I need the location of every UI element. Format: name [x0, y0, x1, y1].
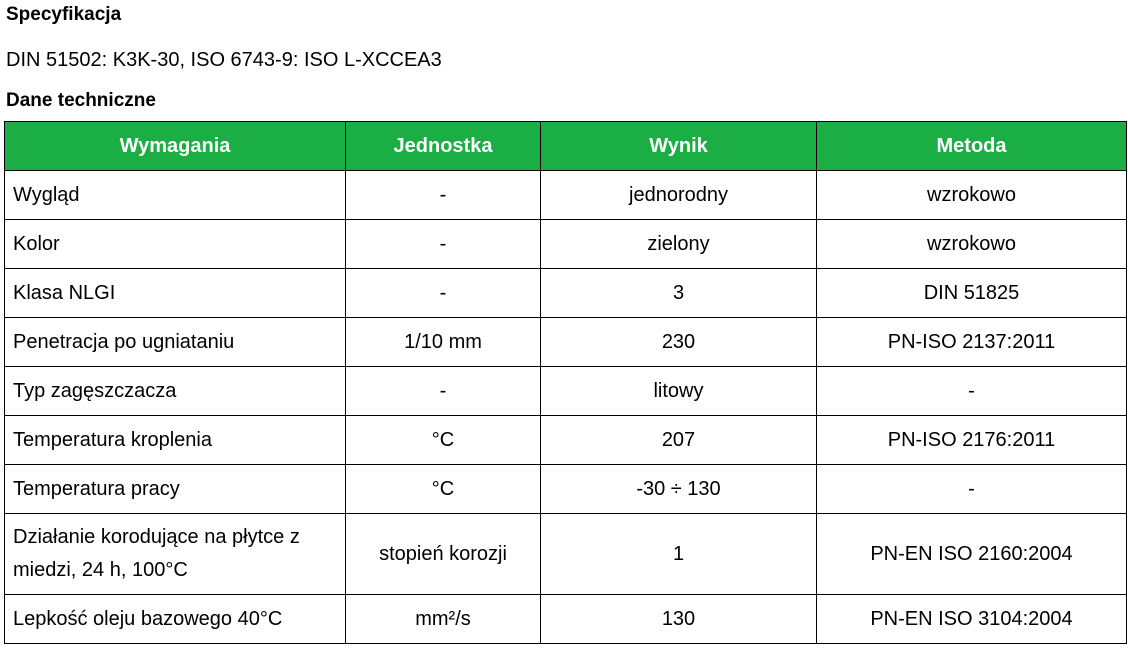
unit-cell: - [346, 367, 541, 416]
table-row [5, 367, 1127, 416]
technical-data-heading: Dane techniczne [6, 90, 156, 111]
result-cell: litowy [541, 367, 817, 416]
result-cell: 130 [541, 595, 817, 644]
requirement-cell: Kolor [5, 220, 346, 269]
column-header-requirements: Wymagania [5, 122, 346, 171]
result-cell: 3 [541, 269, 817, 318]
table-row [5, 465, 1127, 514]
unit-cell: - [346, 269, 541, 318]
result-cell: zielony [541, 220, 817, 269]
column-header-method: Metoda [817, 122, 1127, 171]
technical-data-table [4, 121, 1127, 644]
table-row [5, 269, 1127, 318]
method-cell: PN-ISO 2137:2011 [817, 318, 1127, 367]
unit-cell: - [346, 220, 541, 269]
method-cell: - [817, 367, 1127, 416]
table-row [5, 171, 1127, 220]
method-cell: PN-ISO 2176:2011 [817, 416, 1127, 465]
requirement-cell: Lepkość oleju bazowego 40°C [5, 595, 346, 644]
requirement-cell: Temperatura kroplenia [5, 416, 346, 465]
unit-cell: mm²/s [346, 595, 541, 644]
table-row [5, 318, 1127, 367]
table-row [5, 416, 1127, 465]
result-cell: 207 [541, 416, 817, 465]
method-cell: PN-EN ISO 3104:2004 [817, 595, 1127, 644]
requirement-cell: Temperatura pracy [5, 465, 346, 514]
method-cell: wzrokowo [817, 171, 1127, 220]
result-cell: 1 [541, 514, 817, 595]
method-cell: DIN 51825 [817, 269, 1127, 318]
requirement-cell: Typ zagęszczacza [5, 367, 346, 416]
specification-text: DIN 51502: K3K-30, ISO 6743-9: ISO L-XCCEA3 [6, 49, 442, 71]
requirement-cell: Klasa NLGI [5, 269, 346, 318]
result-cell: jednorodny [541, 171, 817, 220]
method-cell: PN-EN ISO 2160:2004 [817, 514, 1127, 595]
unit-cell: - [346, 171, 541, 220]
table-row [5, 220, 1127, 269]
unit-cell: 1/10 mm [346, 318, 541, 367]
column-header-unit: Jednostka [346, 122, 541, 171]
method-cell: - [817, 465, 1127, 514]
requirement-cell: Penetracja po ugniataniu [5, 318, 346, 367]
result-cell: -30 ÷ 130 [541, 465, 817, 514]
requirement-cell: Działanie korodujące na płytce z miedzi, 24 h, 100°C [5, 514, 346, 595]
method-cell: wzrokowo [817, 220, 1127, 269]
specification-heading: Specyfikacja [6, 4, 122, 25]
unit-cell: °C [346, 416, 541, 465]
column-header-result: Wynik [541, 122, 817, 171]
requirement-cell: Wygląd [5, 171, 346, 220]
unit-cell: °C [346, 465, 541, 514]
table-row [5, 514, 1127, 595]
result-cell: 230 [541, 318, 817, 367]
table-header-row [5, 122, 1127, 171]
unit-cell: stopień korozji [346, 514, 541, 595]
table-row [5, 595, 1127, 644]
